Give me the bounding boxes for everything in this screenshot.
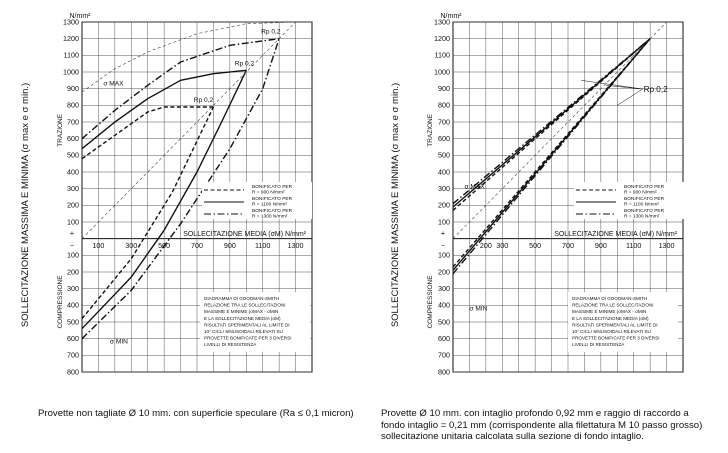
y-tick-label: 1300 <box>434 17 450 27</box>
y-tick-label: 100 <box>67 217 79 227</box>
y-tick-label: 300 <box>438 284 450 294</box>
sigma-min-label: σ MIN <box>109 338 128 346</box>
y-tick-label: 100 <box>438 250 450 260</box>
note-line: MASSIME E MINIME (σMAX - σMIN <box>572 309 647 315</box>
legend-label: BONIFICATO PER <box>624 197 665 202</box>
y-tick-label: 1200 <box>434 34 450 44</box>
y-tick-label: 400 <box>438 300 450 310</box>
y-tick-label: 800 <box>67 367 79 377</box>
y-axis-title: SOLLECITAZIONE MASSIMA E MINIMA (σ max e σ min.) <box>20 82 31 328</box>
legend-label: BONIFICATO PER <box>252 197 293 202</box>
sigma-max-label: σ MAX <box>464 183 485 191</box>
sigma-max-label: σ MAX <box>103 80 124 88</box>
caption-line: fondo intaglio = 0,21 mm (corrispondente alla filettatura M 10 passo grosso) <box>381 419 703 431</box>
note-line: 10⁷ CICLI SINUSOIDALI RILEVATI SU <box>572 329 651 334</box>
note-line: RISULTATI SPERIMENTALI AL LIMITE DI <box>204 322 290 328</box>
y-tick-label: 500 <box>438 317 450 327</box>
x-axis-title: SOLLECITAZIONE MEDIA (σM) N/mm² <box>554 231 677 239</box>
y-tick-label: 200 <box>67 267 79 277</box>
y-tick-label: 500 <box>67 150 79 160</box>
y-tick-label: 400 <box>67 300 79 310</box>
right-caption <box>381 408 726 443</box>
legend-label: BONIFICATO PER <box>624 185 665 190</box>
legend-label: BONIFICATO PER <box>624 209 665 214</box>
y-tick-label: 1200 <box>63 34 79 44</box>
note-line: PROVETTE BONIFICATE PER 3 DIVERSI <box>572 335 660 341</box>
y-unit-label: N/mm² <box>440 13 462 20</box>
note-line: 10⁷ CICLI SINUSOIDALI RILEVATI SU <box>204 329 283 334</box>
y-tick-label: 900 <box>438 84 450 94</box>
caption-line: Provette non tagliate Ø 10 mm. con superficie speculare (Ra ≤ 0,1 micron) <box>38 408 354 419</box>
left-goodman-chart <box>0 0 364 448</box>
rp-leader-line <box>581 80 642 89</box>
x-tick-label: 1300 <box>287 241 304 251</box>
note-line: LIVELLI DI RESISTENZA <box>572 342 625 348</box>
y-tick-label: 100 <box>438 217 450 227</box>
y-tick-label: 600 <box>438 134 450 144</box>
note-line: RISULTATI SPERIMENTALI AL LIMITE DI <box>572 322 658 328</box>
left-caption <box>38 408 358 420</box>
note-line: DIAGRAMMA DI GOODMAN-SMITH <box>572 296 648 301</box>
y-tick-label: 700 <box>438 350 450 360</box>
legend-label: BONIFICATO PER <box>252 209 293 214</box>
y-axis-title: SOLLECITAZIONE MASSIMA E MINIMA (σ max e σ min.) <box>390 82 401 328</box>
note-line: E LA SOLLECITAZIONE MEDIA (σM) <box>572 315 649 321</box>
x-tick-label: 1100 <box>254 241 271 251</box>
note-line: DIAGRAMMA DI GOODMAN-SMITH <box>204 296 280 301</box>
note-line: PROVETTE BONIFICATE PER 3 DIVERSI <box>204 335 292 341</box>
y-unit-label: N/mm² <box>69 13 91 20</box>
rp-label: Rp 0,2 <box>643 85 668 94</box>
legend-label: R = 900 N/mm² <box>252 190 285 196</box>
y-tick-label: 100 <box>67 250 79 260</box>
y-tick-label: 300 <box>67 184 79 194</box>
caption-line: sollecitazione unitaria calcolata sulla sezione di fondo intaglio. <box>381 431 644 442</box>
compressione-label: COMPRESSIONE <box>57 275 64 329</box>
y-tick-label: 700 <box>67 117 79 127</box>
note-line: MASSIME E MINIME (σMAX - σMIN <box>204 309 279 315</box>
y-tick-label: 400 <box>438 167 450 177</box>
x-tick-label: 300 <box>125 241 138 251</box>
y-tick-label: 1100 <box>434 50 450 60</box>
y-tick-label: 200 <box>438 267 450 277</box>
legend-label: R = 1300 N/mm² <box>252 214 288 220</box>
y-tick-label: 900 <box>67 84 79 94</box>
x-tick-label: 500 <box>529 241 542 251</box>
legend-label: R = 1300 N/mm² <box>624 214 660 220</box>
x-tick-label: 900 <box>223 241 236 251</box>
x-tick-label: 900 <box>594 241 607 251</box>
y-tick-label: 500 <box>67 317 79 327</box>
legend-label: R = 1100 N/mm² <box>252 202 287 208</box>
y-tick-label: 200 <box>438 200 450 210</box>
y-tick-label: 600 <box>67 334 79 344</box>
x-tick-label: 1100 <box>625 241 642 251</box>
y-tick-label: 300 <box>67 284 79 294</box>
y-tick-label: 1000 <box>63 67 79 77</box>
y-tick-label: 600 <box>438 334 450 344</box>
legend-label: R = 1100 N/mm² <box>624 202 659 208</box>
plus-sign: + <box>69 228 75 238</box>
left-figure <box>0 0 364 448</box>
y-tick-label: 700 <box>438 117 450 127</box>
legend-label: BONIFICATO PER <box>252 185 293 190</box>
trazione-label: TRAZIONE <box>427 113 434 147</box>
x-tick-label: 700 <box>191 241 203 251</box>
x-tick-label: 700 <box>562 241 574 251</box>
x-tick-label: 500 <box>158 241 171 251</box>
minus-sign: − <box>69 240 75 250</box>
rp-label: Rp 0,2 <box>193 97 214 104</box>
minus-sign: − <box>440 240 446 250</box>
trazione-label: TRAZIONE <box>57 113 64 147</box>
y-tick-label: 400 <box>67 167 79 177</box>
legend-label: R = 900 N/mm² <box>624 190 657 196</box>
y-tick-label: 800 <box>438 367 450 377</box>
caption-line: Provette Ø 10 mm. con intaglio profondo 0,92 mm e raggio di raccordo a <box>381 408 689 419</box>
y-tick-label: 700 <box>67 350 79 360</box>
y-tick-label: 200 <box>67 200 79 210</box>
note-line: RELAZIONE TRA LE SOLLECITAZIONI <box>572 302 654 308</box>
note-line: RELAZIONE TRA LE SOLLECITAZIONI <box>204 302 286 308</box>
x-axis-title: SOLLECITAZIONE MEDIA (σM) N/mm² <box>183 231 306 239</box>
x-tick-label: 200 <box>479 241 492 251</box>
rp-leader-line <box>617 89 642 105</box>
right-goodman-chart <box>364 0 728 448</box>
rp-label: Rp 0,2 <box>234 60 255 68</box>
note-line: E LA SOLLECITAZIONE MEDIA (σM) <box>204 315 281 321</box>
y-tick-label: 300 <box>438 184 450 194</box>
y-tick-label: 1000 <box>434 67 450 77</box>
y-tick-label: 1300 <box>63 17 79 27</box>
y-tick-label: 1100 <box>63 50 79 60</box>
y-tick-label: 800 <box>67 100 79 110</box>
x-tick-label: 300 <box>496 241 509 251</box>
x-tick-label: 1300 <box>658 241 675 251</box>
compressione-label: COMPRESSIONE <box>427 275 434 329</box>
y-tick-label: 600 <box>67 134 79 144</box>
plus-sign: + <box>440 228 446 238</box>
rp-label: Rp 0,2 <box>261 28 281 36</box>
sigma-min-label: σ MIN <box>469 305 488 313</box>
y-tick-label: 500 <box>438 150 450 160</box>
x-tick-label: 100 <box>92 241 105 251</box>
note-line: LIVELLI DI RESISTENZA <box>204 342 257 348</box>
y-tick-label: 800 <box>438 100 450 110</box>
right-figure <box>364 0 728 448</box>
